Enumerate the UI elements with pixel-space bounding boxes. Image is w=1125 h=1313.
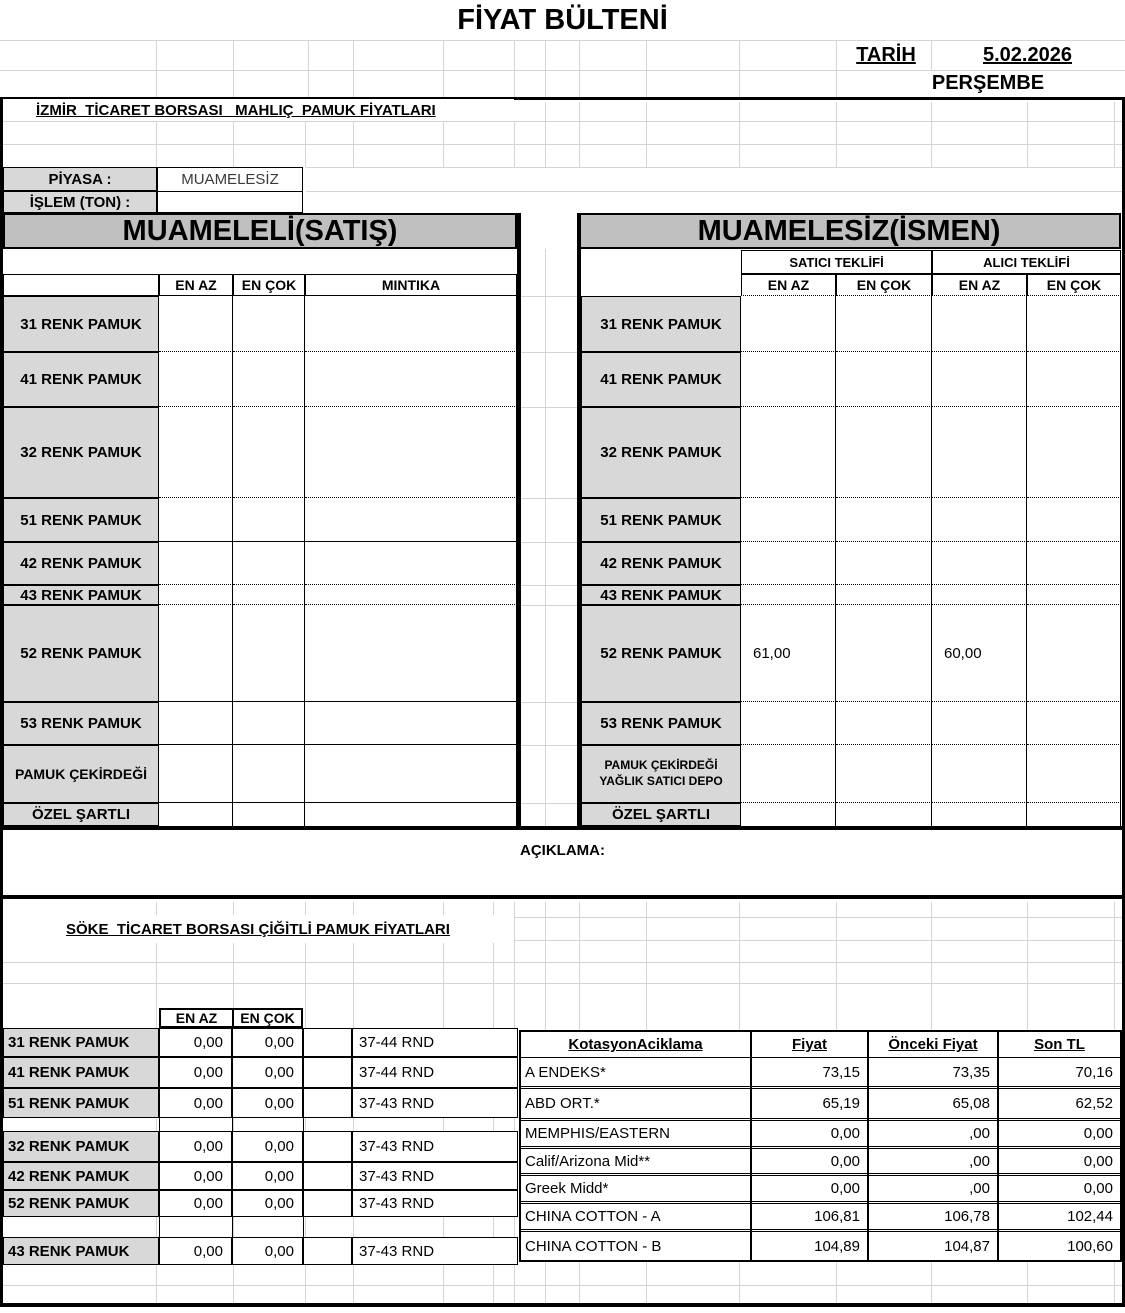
cell-en-cok[interactable]: [233, 498, 305, 542]
price-en-az[interactable]: 0,00: [159, 1088, 232, 1118]
satici-teklifi-header: SATICI TEKLİFİ: [741, 250, 932, 274]
left-row-label: 32 RENK PAMUK: [3, 407, 159, 498]
cell-satici-en-cok[interactable]: [836, 296, 932, 352]
kotasyon-fiyat[interactable]: 0,00: [752, 1176, 867, 1204]
price-en-az[interactable]: 0,00: [159, 1028, 232, 1057]
cell-satici-en-az[interactable]: [741, 296, 836, 352]
right-table-title: MUAMELESİZ(İSMEN): [577, 213, 1121, 249]
cell-en-az[interactable]: [159, 803, 233, 826]
price-header-box: [159, 1008, 303, 1028]
kotasyon-onceki[interactable]: ,00: [869, 1149, 997, 1176]
gap-row-line: [232, 1217, 233, 1237]
kotasyon-onceki[interactable]: 73,35: [869, 1058, 997, 1089]
gridline: [521, 352, 577, 353]
kotasyon-onceki[interactable]: 106,78: [869, 1204, 997, 1232]
right-row-label: 42 RENK PAMUK: [581, 542, 741, 585]
kotasyon-header-son-tl: Son TL: [999, 1032, 1120, 1058]
price-gap-cell: [303, 1190, 352, 1217]
price-en-cok[interactable]: 0,00: [232, 1237, 303, 1265]
piyasa-value[interactable]: MUAMELESİZ: [181, 170, 279, 188]
alici-teklifi-header: ALICI TEKLİFİ: [932, 250, 1121, 274]
right-row-label: 53 RENK PAMUK: [581, 702, 741, 745]
cell-mintika[interactable]: [305, 352, 517, 407]
kotasyon-onceki[interactable]: 65,08: [869, 1089, 997, 1121]
cell-alici-en-cok[interactable]: [1027, 605, 1121, 702]
izmir-heading: İZMİR TİCARET BORSASI MAHLIÇ PAMUK FİYATLARI: [3, 99, 514, 121]
gridline: [156, 40, 157, 97]
cell-satici-en-az[interactable]: [741, 542, 836, 585]
cell-satici-en-az[interactable]: [741, 585, 836, 605]
right-row-label: 51 RENK PAMUK: [581, 498, 741, 542]
cell-satici-en-az[interactable]: [741, 702, 836, 745]
cell-en-cok[interactable]: [233, 605, 305, 702]
price-mintika[interactable]: 37-43 RND: [352, 1162, 518, 1190]
gridline: [0, 40, 1125, 41]
left-table-title: MUAMELELİ(SATIŞ): [3, 213, 517, 249]
right-row-label: 43 RENK PAMUK: [581, 585, 741, 605]
kotasyon-name: A ENDEKS*: [521, 1058, 750, 1089]
left-row-label: 41 RENK PAMUK: [3, 352, 159, 407]
page-title: FİYAT BÜLTENİ: [457, 3, 668, 36]
price-en-az[interactable]: 0,00: [159, 1057, 232, 1088]
price-en-cok[interactable]: 0,00: [232, 1162, 303, 1190]
gridline: [836, 102, 837, 167]
cell-satici-en-az[interactable]: [741, 498, 836, 542]
price-en-cok[interactable]: 0,00: [232, 1057, 303, 1088]
kotasyon-fiyat[interactable]: 0,00: [752, 1121, 867, 1149]
price-gap-cell: [303, 1237, 352, 1265]
right-row-label: 31 RENK PAMUK: [581, 296, 741, 352]
gridline: [306, 191, 1122, 192]
day-value: PERŞEMBE: [931, 71, 1045, 94]
price-en-cok[interactable]: 0,00: [232, 1131, 303, 1162]
kotasyon-son-tl[interactable]: 70,16: [999, 1058, 1120, 1089]
price-en-az[interactable]: 0,00: [159, 1162, 232, 1190]
kotasyon-onceki[interactable]: ,00: [869, 1121, 997, 1149]
cell-satici-en-cok[interactable]: [836, 803, 932, 826]
gridline: [443, 40, 444, 97]
left-row-label: 53 RENK PAMUK: [3, 702, 159, 745]
cell-en-cok[interactable]: [233, 803, 305, 826]
cell-alici-en-az[interactable]: 60,00: [932, 605, 1027, 702]
gridline: [1114, 102, 1115, 167]
cell-alici-en-cok[interactable]: [1027, 585, 1121, 605]
cell-mintika[interactable]: [305, 407, 517, 498]
cell-alici-en-cok[interactable]: [1027, 745, 1121, 803]
price-header-en-cok: EN ÇOK: [232, 1010, 301, 1026]
cell-mintika[interactable]: [305, 542, 517, 585]
price-en-az[interactable]: 0,00: [159, 1190, 232, 1217]
gridline: [521, 702, 577, 703]
left-row-label: 43 RENK PAMUK: [3, 585, 159, 605]
cell-en-cok[interactable]: [233, 296, 305, 352]
cell-en-cok[interactable]: [233, 407, 305, 498]
gridline: [521, 498, 577, 499]
price-en-az[interactable]: 0,00: [159, 1237, 232, 1265]
cell-en-az[interactable]: [159, 542, 233, 585]
gridline: [646, 102, 647, 167]
cell-satici-en-cok[interactable]: [836, 585, 932, 605]
cell-en-az[interactable]: [159, 498, 233, 542]
alici-en-cok-header: EN ÇOK: [1027, 274, 1121, 296]
cell-en-az[interactable]: [159, 296, 233, 352]
cell-alici-en-cok[interactable]: [1027, 498, 1121, 542]
cell-en-az[interactable]: [159, 605, 233, 702]
gridline: [646, 40, 647, 97]
cell-satici-en-cok[interactable]: [836, 745, 932, 803]
kotasyon-name: ABD ORT.*: [521, 1089, 750, 1121]
right-row-label: 32 RENK PAMUK: [581, 407, 741, 498]
kotasyon-son-tl[interactable]: 102,44: [999, 1204, 1120, 1232]
kotasyon-son-tl[interactable]: 0,00: [999, 1149, 1120, 1176]
kotasyon-son-tl[interactable]: 0,00: [999, 1176, 1120, 1204]
left-table-right-border: [517, 213, 521, 826]
left-row-label: 31 RENK PAMUK: [3, 296, 159, 352]
cell-alici-en-az[interactable]: [932, 498, 1027, 542]
left-header-mintika: MINTIKA: [305, 274, 517, 296]
cell-alici-en-cok[interactable]: [1027, 803, 1121, 826]
satici-en-az-header: EN AZ: [741, 274, 836, 296]
kotasyon-header-fiyat: Fiyat: [752, 1032, 867, 1058]
price-row-label: 42 RENK PAMUK: [3, 1162, 159, 1190]
gridline: [579, 102, 580, 167]
kotasyon-name: CHINA COTTON - B: [525, 1237, 662, 1255]
cell-satici-en-az[interactable]: 61,00: [741, 605, 836, 702]
cell-satici-en-cok[interactable]: [836, 407, 932, 498]
gridline: [521, 803, 577, 804]
cell-alici-en-az[interactable]: [932, 542, 1027, 585]
cell-alici-en-az[interactable]: [932, 585, 1027, 605]
price-row-label: 43 RENK PAMUK: [3, 1237, 159, 1265]
cell-en-az[interactable]: [159, 585, 233, 605]
price-en-cok[interactable]: 0,00: [232, 1190, 303, 1217]
kotasyon-name: CHINA COTTON - A: [521, 1204, 750, 1232]
cell-alici-en-az[interactable]: [932, 352, 1027, 407]
cell-en-cok[interactable]: [233, 702, 305, 745]
gridline: [3, 962, 1122, 963]
islem-value[interactable]: [157, 191, 303, 213]
price-row-label: 52 RENK PAMUK: [3, 1190, 159, 1217]
left-header-en-cok: EN ÇOK: [233, 274, 305, 296]
gridline: [521, 585, 577, 586]
price-row-label: 32 RENK PAMUK: [3, 1131, 159, 1162]
price-gap-cell: [303, 1162, 352, 1190]
cell-en-cok[interactable]: [233, 352, 305, 407]
gridline: [739, 40, 740, 97]
cell-en-az[interactable]: [159, 745, 233, 803]
kotasyon-header-name: KotasyonAciklama: [521, 1032, 750, 1058]
gap-row-line: [159, 1118, 160, 1131]
gridline: [545, 249, 546, 826]
cell-en-cok[interactable]: [233, 542, 305, 585]
price-gap-cell: [303, 1131, 352, 1162]
date-value: 5.02.2026: [983, 43, 1072, 66]
kotasyon-name: Calif/Arizona Mid**: [521, 1149, 750, 1176]
right-row-label: ÖZEL ŞARTLI: [581, 803, 741, 826]
gridline: [1027, 102, 1028, 167]
gap-row-line: [303, 1217, 304, 1237]
cell-alici-en-az[interactable]: [932, 407, 1027, 498]
cell-alici-en-cok[interactable]: [1027, 702, 1121, 745]
price-en-cok[interactable]: 0,00: [232, 1088, 303, 1118]
left-row-label: 42 RENK PAMUK: [3, 542, 159, 585]
left-row-label: ÖZEL ŞARTLI: [3, 803, 159, 826]
cell-satici-en-az[interactable]: [741, 745, 836, 803]
cell-satici-en-cok[interactable]: [836, 702, 932, 745]
gridline: [3, 121, 1122, 122]
gridline: [353, 40, 354, 97]
cell-mintika[interactable]: [305, 585, 517, 605]
cell-en-az[interactable]: [159, 407, 233, 498]
cell-mintika[interactable]: [305, 296, 517, 352]
cell-mintika[interactable]: [305, 498, 517, 542]
price-row-label: 51 RENK PAMUK: [3, 1088, 159, 1118]
cell-mintika[interactable]: [305, 702, 517, 745]
price-mintika[interactable]: 37-43 RND: [352, 1237, 518, 1265]
price-mintika[interactable]: 37-43 RND: [352, 1190, 518, 1217]
kotasyon-son-tl[interactable]: 62,52: [999, 1089, 1120, 1121]
islem-label: İŞLEM (TON) :: [3, 191, 157, 213]
kotasyon-fiyat[interactable]: 65,19: [752, 1089, 867, 1121]
gridline: [3, 144, 1122, 145]
cell-alici-en-az[interactable]: [932, 803, 1027, 826]
gridline: [233, 40, 234, 97]
price-mintika[interactable]: 37-43 RND: [352, 1088, 518, 1118]
aciklama-section-frame: [0, 826, 1125, 895]
gap-row-line: [232, 1118, 233, 1131]
cell-satici-en-cok[interactable]: [836, 498, 932, 542]
gridline: [306, 167, 1122, 168]
alici-en-az-header: EN AZ: [932, 274, 1027, 296]
kotasyon-onceki[interactable]: ,00: [869, 1176, 997, 1204]
cell-alici-en-az[interactable]: [932, 745, 1027, 803]
aciklama-label: AÇIKLAMA:: [520, 841, 605, 859]
right-row-label: PAMUK ÇEKİRDEĞİ YAĞLIK SATICI DEPO: [581, 745, 741, 803]
gridline: [739, 102, 740, 167]
kotasyon-fiyat[interactable]: 106,81: [752, 1204, 867, 1232]
gridline: [521, 296, 577, 297]
cell-alici-en-cok[interactable]: [1027, 542, 1121, 585]
cell-satici-en-az[interactable]: [741, 407, 836, 498]
kotasyon-fiyat[interactable]: 73,15: [752, 1058, 867, 1089]
kotasyon-fiyat[interactable]: 0,00: [752, 1149, 867, 1176]
gridline: [521, 407, 577, 408]
gridline: [545, 40, 546, 97]
cell-alici-en-az[interactable]: [932, 702, 1027, 745]
date-label: TARİH: [856, 43, 916, 66]
cell-alici-en-cok[interactable]: [1027, 352, 1121, 407]
kotasyon-fiyat[interactable]: 104,89: [814, 1237, 860, 1255]
gridline: [308, 40, 309, 97]
gridline: [579, 40, 580, 97]
cell-satici-en-az[interactable]: [741, 352, 836, 407]
gap-row-line: [303, 1118, 304, 1131]
cell-satici-en-cok[interactable]: [836, 605, 932, 702]
price-en-cok[interactable]: 0,00: [232, 1028, 303, 1057]
kotasyon-name: MEMPHIS/EASTERN: [521, 1121, 750, 1149]
gridline: [3, 983, 1122, 984]
cell-mintika[interactable]: [305, 605, 517, 702]
cell-mintika[interactable]: [305, 745, 517, 803]
kotasyon-son-tl[interactable]: 100,60: [1067, 1237, 1113, 1255]
right-row-label: 52 RENK PAMUK: [581, 605, 741, 702]
cell-alici-en-az[interactable]: [932, 296, 1027, 352]
cell-en-az[interactable]: [159, 702, 233, 745]
gridline: [931, 102, 932, 167]
price-mintika[interactable]: 37-44 RND: [352, 1057, 518, 1088]
cell-en-cok[interactable]: [233, 745, 305, 803]
price-row-label: 41 RENK PAMUK: [3, 1057, 159, 1088]
gap-row-line: [159, 1217, 160, 1237]
left-row-label: 52 RENK PAMUK: [3, 605, 159, 702]
kotasyon-son-tl[interactable]: 0,00: [999, 1121, 1120, 1149]
gridline: [514, 40, 515, 97]
left-row-label: PAMUK ÇEKİRDEĞİ: [3, 745, 159, 803]
kotasyon-onceki[interactable]: 104,87: [944, 1237, 990, 1255]
cell-satici-en-cok[interactable]: [836, 542, 932, 585]
left-header-en-az: EN AZ: [159, 274, 233, 296]
kotasyon-header-onceki: Önceki Fiyat: [869, 1032, 997, 1058]
gridline: [545, 102, 546, 167]
right-row-label: 41 RENK PAMUK: [581, 352, 741, 407]
left-row-label: 51 RENK PAMUK: [3, 498, 159, 542]
price-en-az[interactable]: 0,00: [159, 1131, 232, 1162]
kotasyon-name: Greek Midd*: [521, 1176, 750, 1204]
price-mintika[interactable]: 37-43 RND: [352, 1131, 518, 1162]
cell-mintika[interactable]: [305, 803, 517, 826]
soke-heading: SÖKE TİCARET BORSASI ÇİĞİTLİ PAMUK FİYATLARI: [3, 915, 514, 943]
gridline: [521, 745, 577, 746]
cell-alici-en-cok[interactable]: [1027, 407, 1121, 498]
left-header-blank: [3, 274, 159, 296]
cell-satici-en-az[interactable]: [741, 803, 836, 826]
price-header-en-az: EN AZ: [175, 1010, 218, 1026]
price-gap-cell: [303, 1028, 352, 1057]
gridline: [521, 605, 577, 606]
cell-en-cok[interactable]: [233, 585, 305, 605]
price-row-label: 31 RENK PAMUK: [3, 1028, 159, 1057]
price-gap-cell: [303, 1057, 352, 1088]
cell-satici-en-cok[interactable]: [836, 352, 932, 407]
piyasa-label: PİYASA :: [3, 167, 157, 191]
gridline: [521, 542, 577, 543]
price-gap-cell: [303, 1088, 352, 1118]
gridline: [3, 1285, 1122, 1286]
price-mintika[interactable]: 37-44 RND: [352, 1028, 518, 1057]
cell-en-az[interactable]: [159, 352, 233, 407]
cell-alici-en-cok[interactable]: [1027, 296, 1121, 352]
satici-en-cok-header: EN ÇOK: [836, 274, 932, 296]
